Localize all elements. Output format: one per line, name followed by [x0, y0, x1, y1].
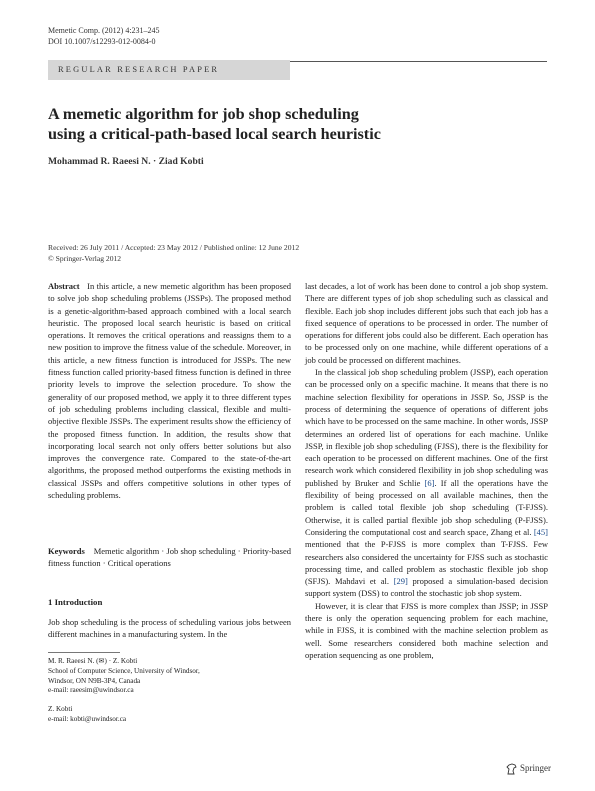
affiliation-address: Windsor, ON N9B-3P4, Canada [48, 676, 141, 685]
springer-horse-icon [506, 763, 517, 775]
citation-45[interactable]: [45] [533, 526, 548, 537]
author-affiliations [48, 657, 291, 725]
affiliation-email-2[interactable]: e-mail: kobti@uwindsor.ca [48, 714, 127, 723]
paragraph-3: However, it is clear that FJSS is more complex than JSSP; in JSSP there is only the operation sequencing problem for each machine, while in FJSS, it is combined with the machine selection problem as well. Some researchers considered both machine selection and operation sequencing as one problem, [305, 600, 548, 660]
affiliation-authors: M. R. Raeesi N. (✉) · Z. Kobti [48, 657, 138, 665]
keywords-text: Memetic algorithm · Job shop scheduling · Priority-based fitness function · Critical operations [48, 546, 292, 569]
paragraph-2-part-b: . If all the operations have the flexibility of being processed on all available machines, then the problem is called total flexible job shop scheduling (T-FJSS). Otherwise, it is called partial flexible job shop scheduling (P-FJSS). Considering the computational cost and search space, Zhang et al. [305, 477, 548, 537]
section-heading-introduction: 1 Introduction [48, 597, 103, 607]
publication-history [48, 242, 299, 264]
copyright: © Springer-Verlag 2012 [48, 254, 122, 263]
citation-29[interactable]: [29] [393, 576, 408, 587]
doi[interactable]: DOI 10.1007/s12293-012-0084-0 [48, 37, 156, 46]
title-line-1: A memetic algorithm for job shop scheduling [48, 105, 359, 123]
paper-title [48, 104, 548, 144]
paragraph-2 [305, 366, 548, 600]
abstract-text: In this article, a new memetic algorithm has been proposed to solve job shop scheduling problems (JSSPs). The proposed method is a genetic-algorithm-based approach combined with a local search heuristic. The proposed local search heuristic is based on critical operations. It removes the critical operations and reassigns them to a new position to improve the fitness value of the schedule. Moreover, in this article, a new fitness function is introduced for JSSPs. The new fitness function called priority-based fitness function is defined in three priority levels to improve the selection procedure. To show the generality of our proposed method, we apply it to three different types of job scheduling problems including classical, flexible and multi-objective flexible JSSPs. The experiment results show the efficiency of the proposed fitness function. In addition, the results show that incorporating local search not only offers better solutions but also improves the convergence rate. Compared to the state-of-the-art algorithms, the proposed method outperforms the existing methods in classical JSSPs and offers competitive solutions in other types of scheduling problems. [48, 281, 291, 501]
publisher-name: Springer [520, 763, 551, 774]
paragraph-2-part-a: In the classical job shop scheduling problem (JSSP), each operation can be processed only on a specific machine. It means that there is no machine selection flexibility for operations in JSSP. So, JSSP is the process of determining the sequence of operations of different jobs which have to be processed on the same machine. In other words, JSSP determines an ordered list of operations for each machine. Unlike JSSP, in flexible job shop scheduling (FJSS), there is the flexibility for each operation to be processed on different machines. One of the first research work which considered flexibility in job shop scheduling was published by Bruker and Schlie [305, 367, 548, 488]
introduction-text: Job shop scheduling is the process of scheduling various jobs between different machines in a manufacturing system. In the [48, 617, 291, 640]
keywords [48, 545, 291, 570]
affiliation-school: School of Computer Science, University of Windsor, [48, 666, 200, 675]
author-list: Mohammad R. Raeesi N. · Ziad Kobti [48, 156, 204, 167]
abstract [48, 280, 291, 501]
right-column [305, 280, 548, 661]
journal-header [48, 25, 160, 47]
abstract-label: Abstract [48, 281, 80, 291]
article-type-banner [48, 60, 290, 80]
paragraph-2-part-d: proposed a simulation-based decision support system (DSS) to control the stochastic job shop system. [305, 576, 548, 599]
citation-6[interactable]: [6] [424, 477, 435, 488]
publisher-footer [506, 763, 551, 775]
header-rule [290, 61, 547, 62]
article-type-label: REGULAR RESEARCH PAPER [58, 65, 220, 74]
title-line-2: using a critical-path-based local search heuristic [48, 125, 381, 143]
received-dates: Received: 26 July 2011 / Accepted: 23 May 2012 / Published online: 12 June 2012 [48, 243, 300, 252]
journal-citation: Memetic Comp. (2012) 4:231–245 [48, 26, 160, 35]
paragraph-2-part-c: mentioned that the P-FJSS is more complex than T-FJSS. Few researchers also considered the uncertainty for FJSS such as stochastic processing time, and called problem as stochastic flexible job shop (SFJS). Mahdavi et al. [305, 539, 548, 587]
affiliation-author-2: Z. Kobti [48, 705, 73, 714]
footnote-rule [48, 652, 120, 653]
keywords-label: Keywords [48, 546, 85, 556]
affiliation-email-1[interactable]: e-mail: raeesim@uwindsor.ca [48, 686, 134, 695]
paragraph-1: last decades, a lot of work has been done to control a job shop system. There are different types of job shop scheduling such as classical and flexible. Each job shop includes different jobs such that each job has a fixed sequence of operations to be processed in order. The number of operations for different jobs could also be different. Each operation has to be processed only on one machine, while different operations of a job could be processed on different machines. [305, 281, 548, 365]
